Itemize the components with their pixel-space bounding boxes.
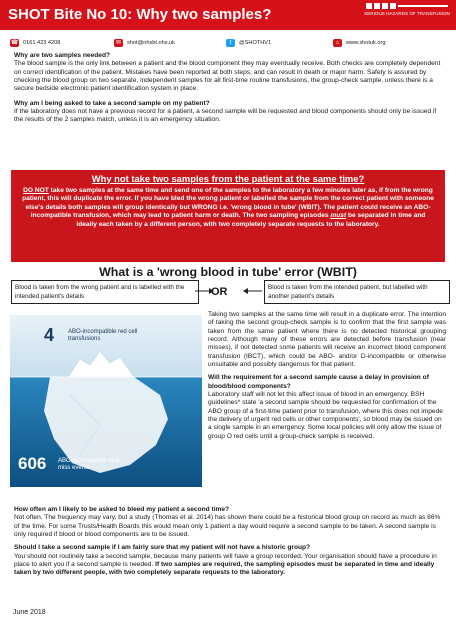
- or-label: OR: [211, 286, 228, 298]
- answer-how-often: Not often. The frequency may vary, but a study (Thomas et al. 2014) has shown there could be a historical blood group on record as much as 86% of the time. For some Trusts/Health Boards this would mean only 1 patient a day would require a second sample to be taken. A second sample is only required if blood or blood components are to be issued.: [14, 514, 441, 539]
- question-historic-group: Should I take a second sample if I am fairly sure that my patient will not have a historic group?: [14, 544, 311, 552]
- question-how-often: How often am I likely to be asked to bleed my patient a second time?: [14, 506, 230, 513]
- wbit-heading: What is a 'wrong blood in tube' error (WBIT): [99, 265, 357, 279]
- warning-body: [22, 187, 434, 228]
- answer-historic-bold: If two samples are required, the sampling episodes must be separated in time and ideally taken by two different people, with two completely separate requests to the laboratory.: [14, 561, 435, 577]
- warning-text-1: take two samples at the same time and send one of the samples to the laboratory a few minutes later as, if from the wrong patient, this will duplicate the error. If you have bled the wrong patient or labelled the sample from the correct patient with someone else's details both samples will group identically but WRONG i.e. 'wrong blood in tube' (WBIT). The patient could receive an ABO-incompatible transfusion, which may lead to patient harm or death. The two sampling episodes: [22, 187, 434, 220]
- question-second-sample: Why am I being asked to take a second sample on my patient?: [14, 99, 210, 107]
- wbit-case-mislabelled: Blood is taken from the intended patient, but labelled with another patient's details: [264, 280, 450, 304]
- contact-website[interactable]: [333, 38, 385, 48]
- answer-historic-plain: You should not routinely take a second sample, because many patients will have a group recorded. Your organisation should have a procedure in place to alert you if a second sample is needed.: [14, 552, 437, 569]
- warning-must: must: [330, 212, 347, 220]
- iceberg-top-label: ABO-incompatible red cell transfusions: [68, 329, 138, 342]
- page-title: SHOT Bite No 10: Why two samples?: [8, 6, 272, 23]
- bottom-section: [14, 506, 444, 578]
- answer-historic-group: [14, 553, 444, 578]
- contact-twitter[interactable]: [226, 38, 271, 48]
- website-link[interactable]: www.shotuk.org: [346, 40, 386, 46]
- right-column: [208, 311, 446, 441]
- question-why-two-samples: Why are two samples needed?: [14, 52, 111, 59]
- intro-section: [14, 52, 444, 125]
- twitter-handle[interactable]: @SHOTHV1: [239, 40, 272, 46]
- phone-icon: ☎: [10, 40, 19, 46]
- duplicate-error-paragraph: Taking two samples at the same time will result in a duplicate error. The intention of taking the second group-check sample is to confirm that the first sample was taken from the same patient where there is no detected historical grouping record. Although many of these errors are detected before transfusion (near misses), if not detected some patients will receive an incorrect blood component transfusion (IBCT), which could be ABO- and/or D-incompatible or otherwise unsuitable and possibly dangerous for that patient.: [208, 311, 446, 369]
- warning-lead: DO NOT: [23, 187, 49, 194]
- email-icon: ✉: [115, 40, 122, 46]
- phone-number: 0161 423 4208: [23, 40, 61, 46]
- shot-logo: [364, 2, 450, 17]
- header-bar: [0, 0, 456, 30]
- iceberg-bottom-label: ABO-incompatible near miss events: [58, 458, 121, 471]
- brand-tagline: SERIOUS HAZARDS OF TRANSFUSION: [364, 11, 450, 16]
- answer-delay: Laboratory staff will not let this affect issue of blood in an emergency. BSH guidelines* state 'a second sample should be requested for confirmation of the ABO group of a first-time patient prior to transfusion, where this does not impede the delivery of urgent red cells or other components', so blood may be issued on a single sample in an emergency. Some local policies will only allow the issue of group O red cells until a group-check sample is received.: [208, 391, 443, 440]
- web-icon: ⌂: [333, 39, 342, 47]
- question-delay: Will the requirement for a second sample cause a delay in provision of blood/blood components?: [208, 374, 429, 390]
- wbit-case-wrong-patient: Blood is taken from the wrong patient and is labelled with the intended patient's details: [11, 280, 199, 304]
- contact-email[interactable]: [114, 38, 175, 48]
- warning-text-2: be separated in time and ideally each taken by a different person, with two completely separate requests to the laboratory.: [76, 212, 426, 228]
- warning-box: [11, 170, 445, 262]
- iceberg-top-number: 4: [44, 325, 55, 345]
- answer-why-two-samples: The blood sample is the only link between a patient and the blood component they may eventually receive. Both checks are completely dependent on correct identification of the patient. Mistakes have been reported at both steps, and can result in death or major harm. Safety is assured by checking the blood group on two separate, independent samples for all first-time routine transfusions, the group-check sample, unless there is a secure bedside electronic patient identification system in place.: [14, 60, 441, 93]
- email-address[interactable]: shot@nhsbt.nhs.uk: [127, 40, 175, 46]
- answer-second-sample: If the laboratory does not have a previous record for a patient, a second sample will be requested and blood components should only be issued if the results of the 2 samples match, unless it is an emergency situation.: [14, 108, 437, 124]
- warning-title: Why not take two samples from the patient at the same time?: [91, 173, 365, 184]
- iceberg-illustration: [10, 315, 202, 487]
- iceberg-bottom-number: 606: [18, 454, 47, 473]
- arrow-left-icon: [242, 286, 262, 296]
- twitter-icon: t: [226, 39, 235, 47]
- contact-phone: [10, 38, 60, 48]
- shot-logo-mark-icon: [364, 2, 450, 10]
- footer-date: June 2018: [13, 609, 46, 616]
